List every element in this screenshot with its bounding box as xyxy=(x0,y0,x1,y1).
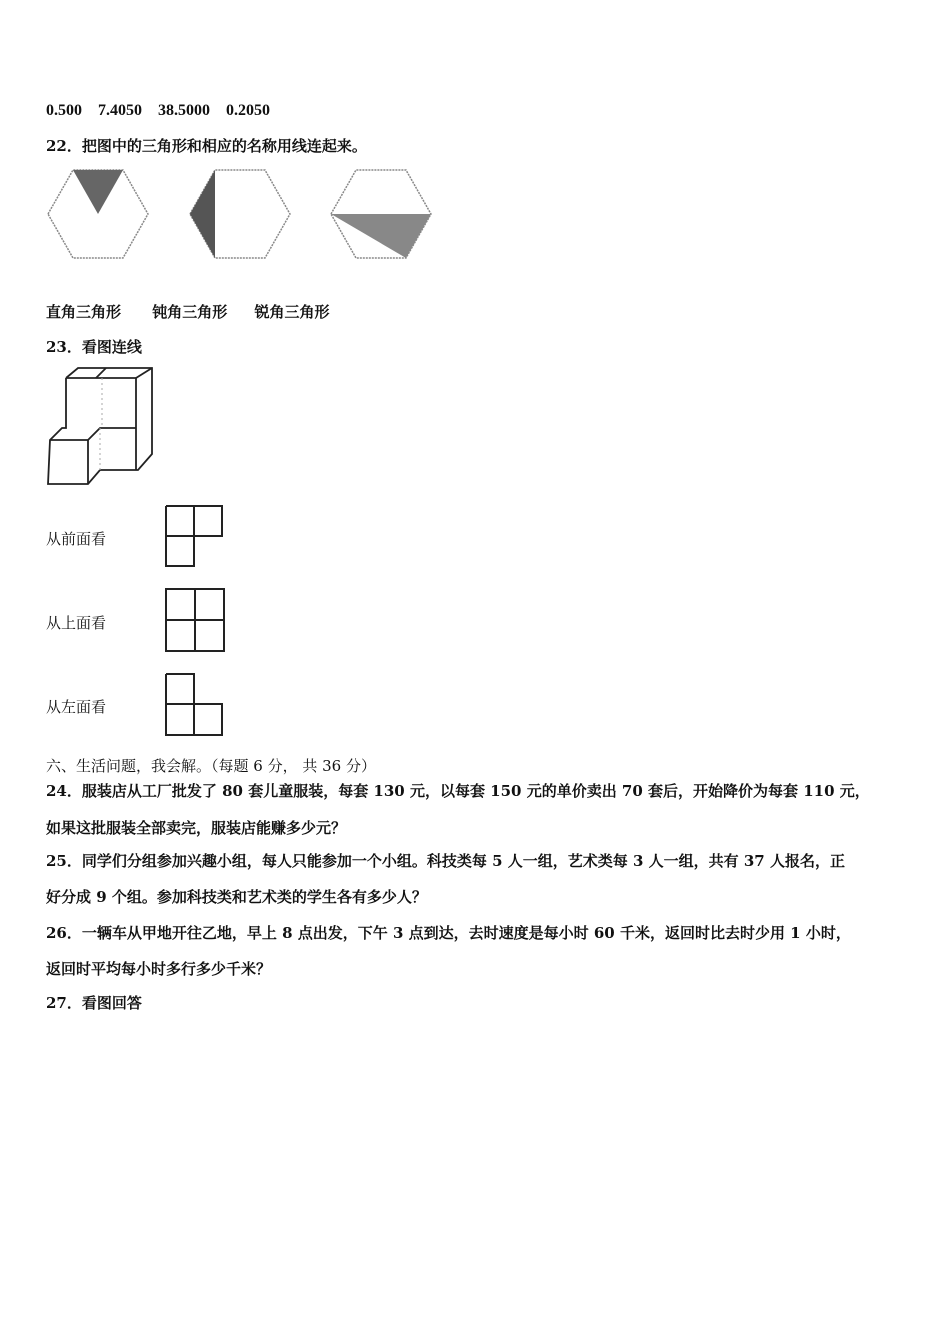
triangle-labels xyxy=(46,302,330,322)
q24-line-1: 24．服装店从工厂批发了 80 套儿童服装，每套 130 元，以每套 150 元的单价卖出 70 套后，开始降价为每套 110 元， xyxy=(46,782,870,800)
view-label-left[interactable]: 从左面看 xyxy=(46,698,107,716)
view-top xyxy=(166,589,224,651)
q25-line-2: 好分成 9 个组。参加科技类和艺术类的学生各有多少人？ xyxy=(46,888,427,906)
cube-solid-figure xyxy=(48,368,152,484)
value: 0.2050 xyxy=(226,102,270,119)
label-acute-triangle[interactable]: 锐角三角形 xyxy=(254,303,330,321)
value: 0.500 xyxy=(46,102,82,119)
q26-line-2: 返回时平均每小时多行多少千米？ xyxy=(46,960,272,978)
q25-line-1: 25．同学们分组参加兴趣小组，每人只能参加一个小组。科技类每 5 人一组，艺术类每 3 人一组，共有 37 人报名，正 xyxy=(46,852,845,870)
q24-line-2: 如果这批服装全部卖完，服装店能赚多少元？ xyxy=(46,819,347,837)
value: 7.4050 xyxy=(98,102,142,119)
value: 38.5000 xyxy=(158,102,210,119)
view-left xyxy=(166,674,222,735)
q22-title: 22．把图中的三角形和相应的名称用线连起来。 xyxy=(46,137,367,155)
label-obtuse-triangle[interactable]: 钝角三角形 xyxy=(152,303,228,321)
shaded-triangle-3 xyxy=(331,214,431,258)
view-label-front[interactable]: 从前面看 xyxy=(46,530,107,548)
shaded-triangle-2 xyxy=(190,170,215,258)
shaded-triangle-1 xyxy=(73,170,123,214)
q27-title: 27．看图回答 xyxy=(46,994,142,1012)
view-front xyxy=(166,506,222,566)
view-label-top[interactable]: 从上面看 xyxy=(46,614,107,632)
cube-hidden-lines xyxy=(100,378,102,470)
q23-title: 23．看图连线 xyxy=(46,338,142,356)
q26-line-1: 26．一辆车从甲地开往乙地，早上 8 点出发，下午 3 点到达，去时速度是每小时 60 千米，返回时比去时少用 1 小时， xyxy=(46,924,851,942)
label-right-triangle[interactable]: 直角三角形 xyxy=(46,303,122,321)
section-6-heading: 六、生活问题，我会解。（每题 6 分， 共 36 分） xyxy=(46,757,376,775)
